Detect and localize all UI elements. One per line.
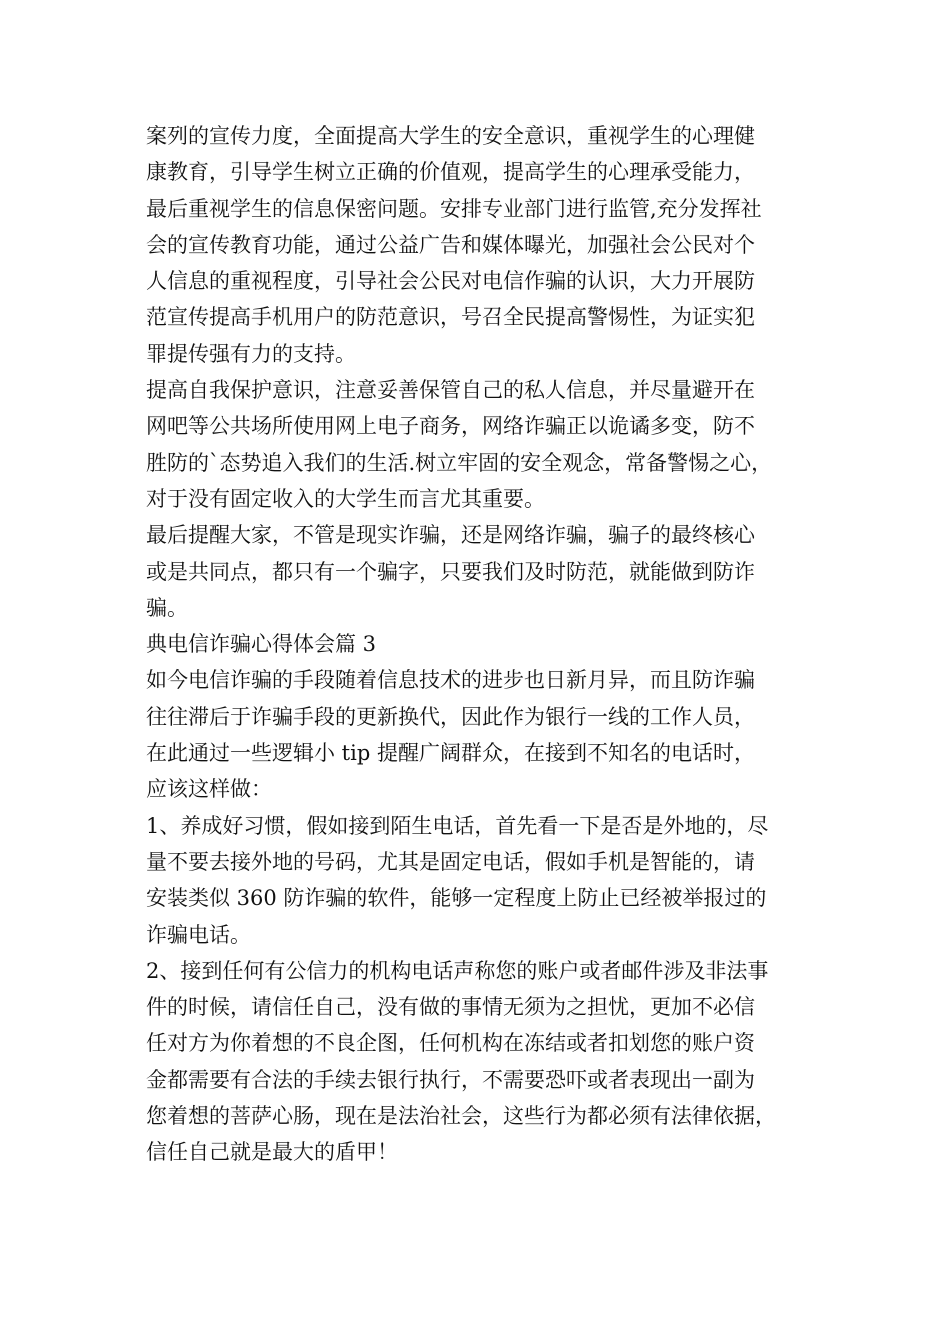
text-line: 骗。 bbox=[146, 595, 188, 620]
text-line: 最后重视学生的信息保密问题。安排专业部门进行监管,充分发挥社 bbox=[146, 196, 762, 221]
text-line: 会的宣传教育功能，通过公益广告和媒体曝光，加强社会公民对个 bbox=[146, 232, 755, 257]
text-line: 如今电信诈骗的手段随着信息技术的进步也日新月异，而且防诈骗 bbox=[146, 668, 755, 693]
text-line: 往往滞后于诈骗手段的更新换代，因此作为银行一线的工作人员， bbox=[146, 704, 755, 729]
text-line: 您着想的菩萨心肠，现在是法治社会，这些行为都必须有法律依据， bbox=[146, 1104, 776, 1129]
text-line: 2、接到任何有公信力的机构电话声称您的账户或者邮件涉及非法事 bbox=[146, 958, 769, 983]
text-line: 金都需要有合法的手续去银行执行，不需要恐吓或者表现出一副为 bbox=[146, 1067, 755, 1092]
text-line: 案列的宣传力度，全面提高大学生的安全意识，重视学生的心理健 bbox=[146, 124, 755, 148]
text-line: 提高自我保护意识，注意妥善保管自己的私人信息，并尽量避开在 bbox=[146, 378, 755, 403]
text-line: 人信息的重视程度，引导社会公民对电信作骗的认识，大力开展防 bbox=[146, 269, 755, 294]
section-heading: 典电信诈骗心得体会篇 3 bbox=[146, 632, 377, 657]
text-line: 对于没有固定收入的大学生而言尤其重要。 bbox=[146, 486, 545, 511]
text-line: 或是共同点，都只有一个骗字，只要我们及时防范，就能做到防诈 bbox=[146, 559, 755, 584]
text-line: 任对方为你着想的不良企图，任何机构在冻结或者扣划您的账户资 bbox=[146, 1031, 755, 1056]
text-line: 康教育，引导学生树立正确的价值观，提高学生的心理承受能力， bbox=[146, 160, 755, 185]
text-line: 安装类似 360 防诈骗的软件，能够一定程度上防止已经被举报过的 bbox=[146, 886, 767, 911]
text-line: 罪提传强有力的支持。 bbox=[146, 341, 356, 366]
text-line: 量不要去接外地的号码，尤其是固定电话，假如手机是智能的，请 bbox=[146, 849, 755, 874]
text-line: 件的时候，请信任自己，没有做的事情无须为之担忧，更加不必信 bbox=[146, 995, 755, 1020]
text-line: 信任自己就是最大的盾甲！ bbox=[146, 1140, 398, 1165]
text-line: 应该这样做： bbox=[146, 777, 272, 802]
text-line: 范宣传提高手机用户的防范意识，号召全民提高警惕性，为证实犯 bbox=[146, 305, 755, 330]
text-line: 诈骗电话。 bbox=[146, 922, 251, 947]
text-line: 胜防的`态势追入我们的生活.树立牢固的安全观念，常备警惕之心， bbox=[146, 450, 773, 475]
text-line: 在此通过一些逻辑小 tip 提醒广阔群众，在接到不知名的电话时， bbox=[146, 741, 755, 766]
text-line: 最后提醒大家，不管是现实诈骗，还是网络诈骗，骗子的最终核心 bbox=[146, 523, 755, 548]
text-line: 1、养成好习惯，假如接到陌生电话，首先看一下是否是外地的，尽 bbox=[146, 813, 769, 838]
document-body bbox=[146, 118, 826, 1171]
text-line: 网吧等公共场所使用网上电子商务，网络诈骗正以诡谲多变，防不 bbox=[146, 414, 755, 439]
